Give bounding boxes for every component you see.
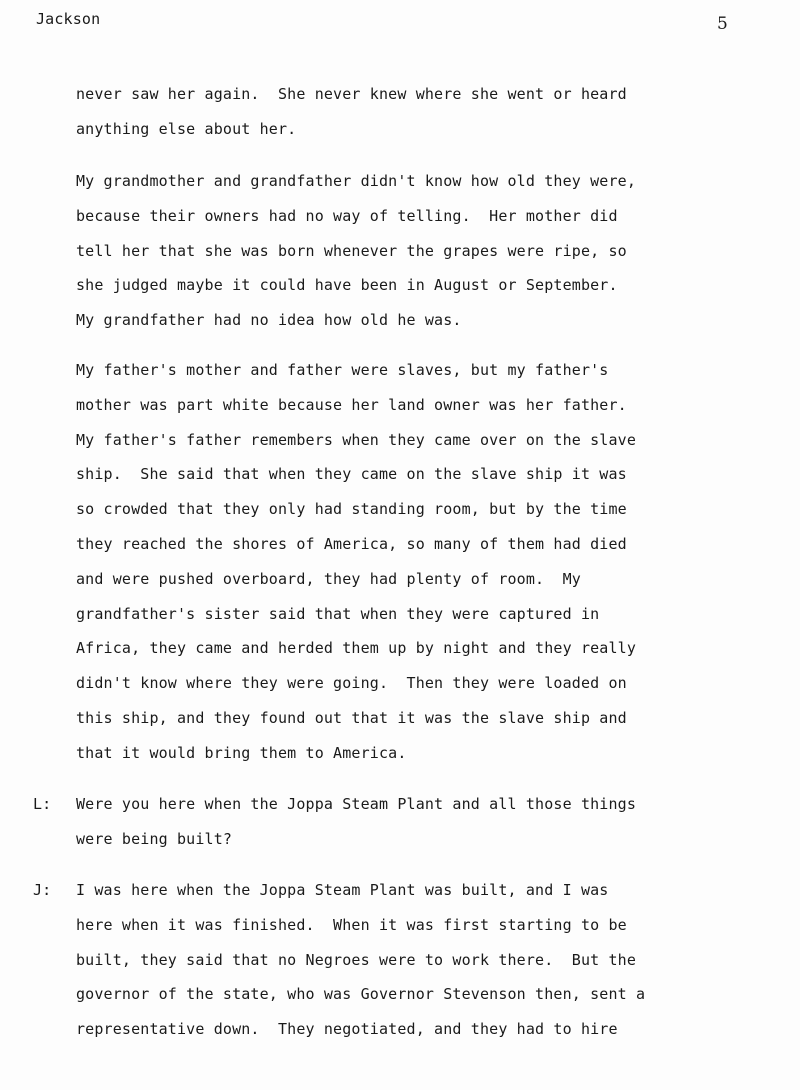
text-line: My father's father remembers when they came over on the slave (76, 430, 637, 449)
text-line: Africa, they came and herded them up by night and they really (76, 639, 637, 658)
header-name: Jackson (36, 10, 101, 28)
text-line: built, they said that no Negroes were to work there. But the (76, 950, 637, 969)
question-paragraph (76, 787, 756, 857)
text-line: My father's mother and father were slaves, but my father's (76, 361, 609, 379)
text-line: grandfather's sister said that when they were captured in (76, 604, 600, 623)
answer-paragraph (76, 873, 756, 1047)
paragraph (76, 164, 756, 338)
paragraph (76, 77, 756, 147)
text-line: mother was part white because her land owner was her father. (76, 395, 627, 414)
text-line: they reached the shores of America, so many of them had died (76, 534, 627, 553)
text-line: My grandmother and grandfather didn't know how old they were, (76, 172, 637, 190)
text-line: so crowded that they only had standing room, but by the time (76, 500, 627, 519)
text-line: My grandfather had no idea how old he was. (76, 311, 462, 330)
text-line: representative down. They negotiated, and they had to hire (76, 1020, 618, 1039)
speaker-label: J: (33, 881, 52, 899)
text-line: were being built? (76, 829, 233, 848)
text-line: tell her that she was born whenever the grapes were ripe, so (76, 241, 627, 260)
text-line: anything else about her. (76, 119, 297, 138)
text-line: I was here when the Joppa Steam Plant was built, and I was (76, 881, 609, 899)
page-number: 5 (717, 14, 728, 34)
text-line: Were you here when the Joppa Steam Plant and all those things (76, 795, 637, 813)
speaker-label: L: (33, 795, 52, 813)
text-line: never saw her again. She never knew where she went or heard (76, 85, 627, 103)
text-line: and were pushed overboard, they had plenty of room. My (76, 569, 581, 588)
text-line: governor of the state, who was Governor Stevenson then, sent a (76, 985, 646, 1004)
paragraph (76, 353, 756, 771)
text-line: she judged maybe it could have been in August or September. (76, 276, 618, 295)
text-line: didn't know where they were going. Then they were loaded on (76, 674, 627, 693)
text-line: because their owners had no way of telling. Her mother did (76, 206, 618, 225)
text-line: here when it was finished. When it was first starting to be (76, 915, 627, 934)
text-line: that it would bring them to America. (76, 743, 407, 762)
text-line: this ship, and they found out that it was the slave ship and (76, 708, 627, 727)
text-line: ship. She said that when they came on the slave ship it was (76, 465, 627, 484)
